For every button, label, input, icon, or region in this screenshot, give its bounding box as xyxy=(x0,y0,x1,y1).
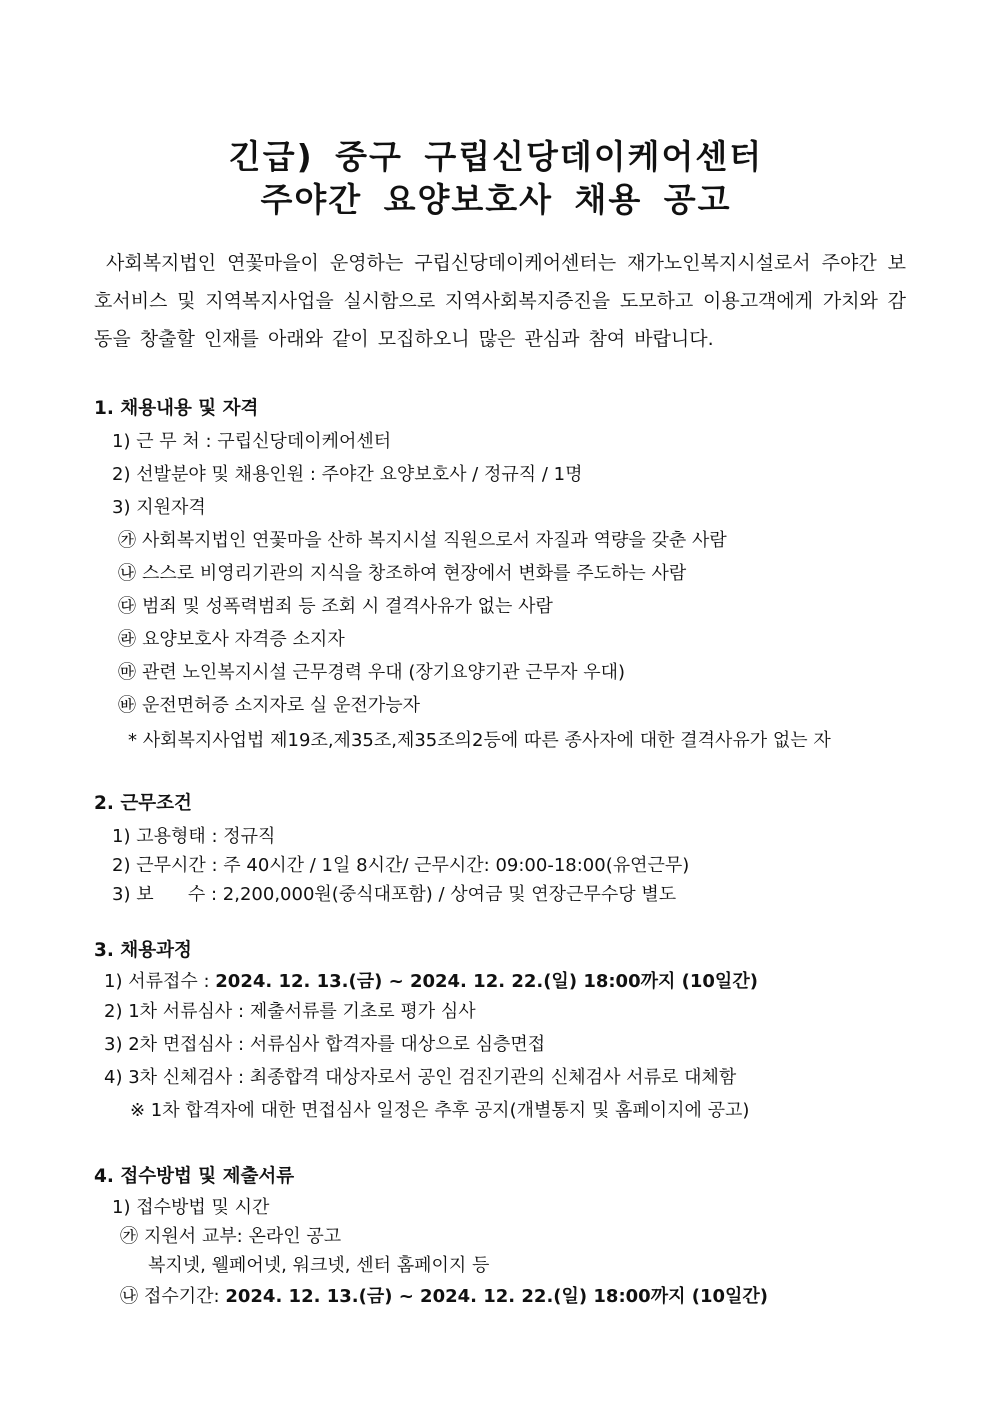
qualification-text: 스스로 비영리기관의 지식을 창조하여 현장에서 변화를 주도하는 사람 xyxy=(142,563,687,584)
s4-sub-a xyxy=(120,1225,341,1249)
s3-note: ※ 1차 합격자에 대한 면접심사 일정은 추후 공지(개별통지 및 홈페이지에 공고) xyxy=(130,1100,750,1121)
qualification-marker: ㉲ xyxy=(118,662,136,683)
s4-sub-a-text: 지원서 교부: 온라인 공고 xyxy=(144,1226,342,1247)
s2-item-2: 2) 근무시간 : 주 40시간 / 1일 8시간/ 근무시간: 09:00-18:00(유연근무) xyxy=(112,855,690,876)
qualification-text: 관련 노인복지시설 근무경력 우대 (장기요양기관 근무자 우대) xyxy=(142,662,626,683)
qualification-item xyxy=(118,694,420,718)
s4-sub-a-marker: ㉮ xyxy=(120,1226,138,1247)
s3-item-1 xyxy=(104,970,758,994)
qualification-item xyxy=(118,595,553,619)
qualification-item xyxy=(118,628,345,652)
section-2-heading: 2. 근무조건 xyxy=(94,793,192,814)
qualification-item xyxy=(118,562,686,586)
s3-item-4: 4) 3차 신체검사 : 최종합격 대상자로서 공인 검진기관의 신체검사 서류로 대체함 xyxy=(104,1067,737,1088)
qualification-text: 요양보호사 자격증 소지자 xyxy=(142,629,345,650)
section-4-heading: 4. 접수방법 및 제출서류 xyxy=(94,1166,295,1187)
title-line-2: 주야간 요양보호사 채용 공고 xyxy=(260,180,732,219)
qualification-marker: ㉰ xyxy=(118,596,136,617)
qualification-text: 범죄 및 성폭력범죄 등 조회 시 결격사유가 없는 사람 xyxy=(142,596,553,617)
section-1-heading: 1. 채용내용 및 자격 xyxy=(94,398,259,419)
s4-item-1: 1) 접수방법 및 시간 xyxy=(112,1197,270,1218)
qualification-item xyxy=(118,529,727,553)
qualification-text: 사회복지법인 연꽃마을 산하 복지시설 직원으로서 자질과 역량을 갖춘 사람 xyxy=(142,530,727,551)
s3-item-2: 2) 1차 서류심사 : 제출서류를 기초로 평가 심사 xyxy=(104,1001,476,1022)
s2-item-3: 3) 보 수 : 2,200,000원(중식대포함) / 상여금 및 연장근무수당 별도 xyxy=(112,884,677,905)
s4-sub-b xyxy=(120,1285,768,1309)
s3-item-1-label: 1) 서류접수 : xyxy=(104,971,216,992)
section-3-heading: 3. 채용과정 xyxy=(94,940,192,961)
s2-item-1: 1) 고용형태 : 정규직 xyxy=(112,826,276,847)
qualification-marker: ㉳ xyxy=(118,695,136,716)
qualification-marker: ㉱ xyxy=(118,629,136,650)
qualification-marker: ㉮ xyxy=(118,530,136,551)
s4-sub-b-marker: ㉯ xyxy=(120,1286,138,1307)
intro-paragraph: 사회복지법인 연꽃마을이 운영하는 구립신당데이케어센터는 재가노인복지시설로서 주야간 보호서비스 및 지역복지사업을 실시함으로 지역사회복지증진을 도모하고 이용고객에게 가치와 감동을 창출할 인재를 아래와 같이 모집하오니 많은 관심과 참여 바랍니다. xyxy=(94,252,906,350)
title-line-1: 긴급) 중구 구립신당데이케어센터 xyxy=(228,137,764,176)
s3-item-1-period: 2024. 12. 13.(금) ~ 2024. 12. 22.(일) 18:00까지 (10일간) xyxy=(215,971,758,992)
s1-note: * 사회복지사업법 제19조,제35조,제35조의2등에 따른 종사자에 대한 결격사유가 없는 자 xyxy=(128,730,831,751)
s3-item-3: 3) 2차 면접심사 : 서류심사 합격자를 대상으로 심층면접 xyxy=(104,1034,546,1055)
qualification-marker: ㉯ xyxy=(118,563,136,584)
s4-sub-b-label: 접수기간: xyxy=(144,1286,226,1307)
s1-item-2: 2) 선발분야 및 채용인원 : 주야간 요양보호사 / 정규직 / 1명 xyxy=(112,464,583,485)
s1-item-3: 3) 지원자격 xyxy=(112,497,206,518)
s1-item-1: 1) 근 무 처 : 구립신당데이케어센터 xyxy=(112,431,392,452)
qualification-text: 운전면허증 소지자로 실 운전가능자 xyxy=(142,695,420,716)
s4-sub-b-period: 2024. 12. 13.(금) ~ 2024. 12. 22.(일) 18:00까지 (10일간) xyxy=(225,1286,769,1307)
qualification-item xyxy=(118,661,625,685)
s4-sub-a-channels: 복지넷, 웰페어넷, 워크넷, 센터 홈페이지 등 xyxy=(148,1255,490,1276)
